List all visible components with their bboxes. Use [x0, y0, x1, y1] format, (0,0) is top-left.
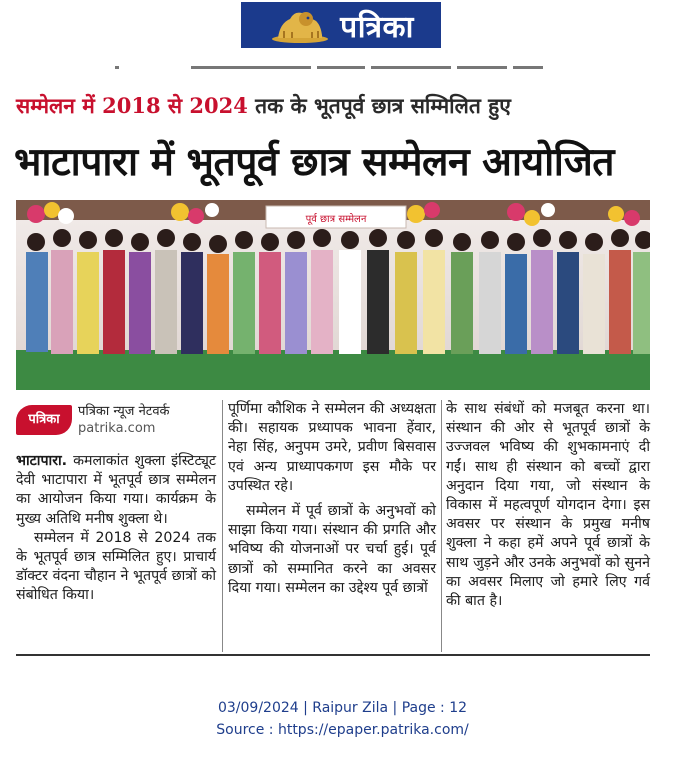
kicker-highlight: सम्मेलन में 2018 से 2024 — [16, 93, 248, 118]
article-paragraph: भाटापारा. कमलाकांत शुक्ला इंस्टिट्यूट देवी भाटापारा में भूतपूर्व छात्र सम्मेलन का आयोजन किया गया। कार्यक्रम के मुख्य अतिथि मनीष शुक्ला थे। — [16, 453, 216, 527]
article-paragraph: सम्मेलन में 2018 से 2024 तक के भूतपूर्व छात्र सम्मिलित हुए। प्राचार्य डॉक्टर वंदना चौहान ने भूतपूर्व छात्रों को संबोधित किया। — [16, 529, 216, 604]
column-divider — [441, 400, 442, 652]
article-paragraph: के साथ संबंधों को मजबूत करना था। संस्थान की ओर से भूतपूर्व छात्रों के उज्जवल भविष्य की शुभकामनाएं दी गईं। साथ ही संस्थान को बच्चों द्वारा अनुदान दिया गया, जो संस्थान के विकास में महत्वपूर्ण योगदान देगा। इस अवसर पर संस्थान के प्रमुख मनीष शुक्ला ने कहा हमें अपने पूर्व छात्रों के साथ जुड़ने और उनके अनुभवों को सुनने का अवसर मिलाए जो हमारे लिए गर्व की बात है। — [446, 401, 650, 610]
cut-off-text-line — [115, 66, 575, 72]
byline — [16, 400, 216, 440]
column-divider — [222, 400, 223, 652]
event-group-photo — [16, 200, 650, 390]
photo-banner-text: पूर्व छात्र सम्मेलन — [305, 214, 367, 225]
article-column-1 — [16, 400, 216, 606]
article-column-2 — [228, 400, 436, 598]
kicker-headline — [16, 92, 676, 120]
masthead-title: पत्रिका — [340, 9, 414, 45]
patrika-logo-icon: पत्रिका — [16, 405, 72, 435]
byline-site: patrika.com — [78, 421, 156, 436]
main-headline: भाटापारा में भूतपूर्व छात्र सम्मेलन आयोजित — [14, 140, 615, 185]
article-column-3 — [446, 400, 650, 611]
article-bottom-rule — [16, 654, 650, 656]
byline-network: पत्रिका न्यूज नेटवर्क — [78, 404, 170, 419]
footer-source-link[interactable]: Source : https://epaper.patrika.com/ — [216, 722, 469, 738]
lion-emblem-icon — [268, 5, 332, 45]
footer-publication-info: 03/09/2024 | Raipur Zila | Page : 12 — [217, 700, 468, 716]
group-photo-illustration — [16, 200, 650, 390]
masthead — [241, 2, 441, 48]
article-paragraph: पूर्णिमा कौशिक ने सम्मेलन की अध्यक्षता की। सहायक प्रध्यापक भावना हेंवार, नेहा सिंह, अनुपम उमरे, प्रवीण बिसवास एवं अन्य प्राध्यापकगण इस मौके पर उपस्थित रहे। — [228, 401, 436, 494]
article-paragraph: सम्मेलन में पूर्व छात्रों के अनुभवों को साझा किया गया। संस्थान की प्रगति और भविष्य की योजनाओं पर चर्चा हुई। पूर्व छात्रों को सम्मानित करने का अवसर दिया गया। सम्मेलन का उद्देश्य पूर्व छात्रों — [228, 503, 436, 596]
kicker-rest: तक के भूतपूर्व छात्र सम्मिलित हुए — [247, 93, 511, 118]
dateline: भाटापारा. — [16, 453, 68, 469]
